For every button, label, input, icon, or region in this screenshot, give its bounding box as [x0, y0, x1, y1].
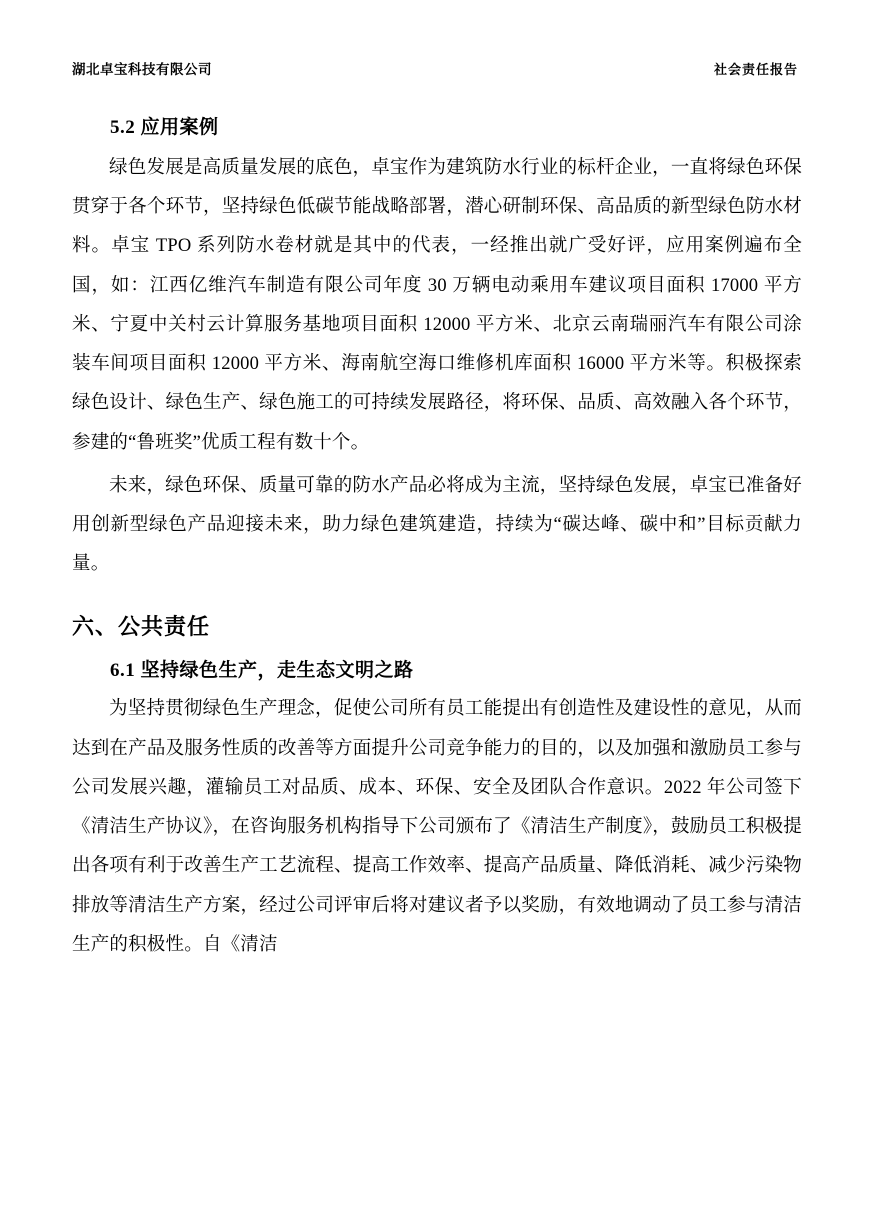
page-header	[72, 58, 798, 78]
heading-5-2: 5.2 应用案例	[110, 117, 219, 138]
paragraph-green-production: 为坚持贯彻绿色生产理念，促使公司所有员工能提出有创造性及建设性的意见，从而达到在产品及服务性质的改善等方面提升公司竞争能力的目的，以及加强和激励员工参与公司发展兴趣，灌输员工对品质、成本、环保、安全及团队合作意识。2022 年公司签下《清洁生产协议》，在咨询服务机构指导下公司颁布了《清洁生产制度》，鼓励员工积极提出各项有利于改善生产工艺流程、提高工作效率、提高产品质量、降低消耗、减少污染物排放等清洁生产方案，经过公司评审后将对建议者予以奖励，有效地调动了员工参与清洁生产的积极性。自《清洁	[72, 699, 802, 955]
heading-6-1: 6.1 坚持绿色生产，走生态文明之路	[110, 660, 414, 682]
document-content	[72, 100, 802, 965]
heading-section-6: 六、公共责任	[72, 614, 211, 640]
header-company-name: 湖北卓宝科技有限公司	[72, 62, 212, 77]
paragraph-future-outlook: 未来，绿色环保、质量可靠的防水产品必将成为主流，坚持绿色发展，卓宝已准备好用创新型绿色产品迎接未来，助力绿色建筑建造，持续为“碳达峰、碳中和”目标贡献力量。	[72, 475, 802, 575]
header-document-title: 社会责任报告	[713, 62, 798, 77]
paragraph-application-cases: 绿色发展是高质量发展的底色，卓宝作为建筑防水行业的标杆企业，一直将绿色环保贯穿于各个环节，坚持绿色低碳节能战略部署，潜心研制环保、高品质的新型绿色防水材料。卓宝 TPO 系列防水卷材就是其中的代表，一经推出就广受好评，应用案例遍布全国，如：江西亿维汽车制造有限公司年度 30 万辆电动乘用车建议项目面积 17000 平方米、宁夏中关村云计算服务基地项目面积 12000 平方米、北京云南瑞丽汽车有限公司涂装车间项目面积 12000 平方米、海南航空海口维修机库面积 16000 平方米等。积极探索绿色设计、绿色生产、绿色施工的可持续发展路径，将环保、品质、高效融入各个环节，参建的“鲁班奖”优质工程有数十个。	[72, 158, 802, 453]
